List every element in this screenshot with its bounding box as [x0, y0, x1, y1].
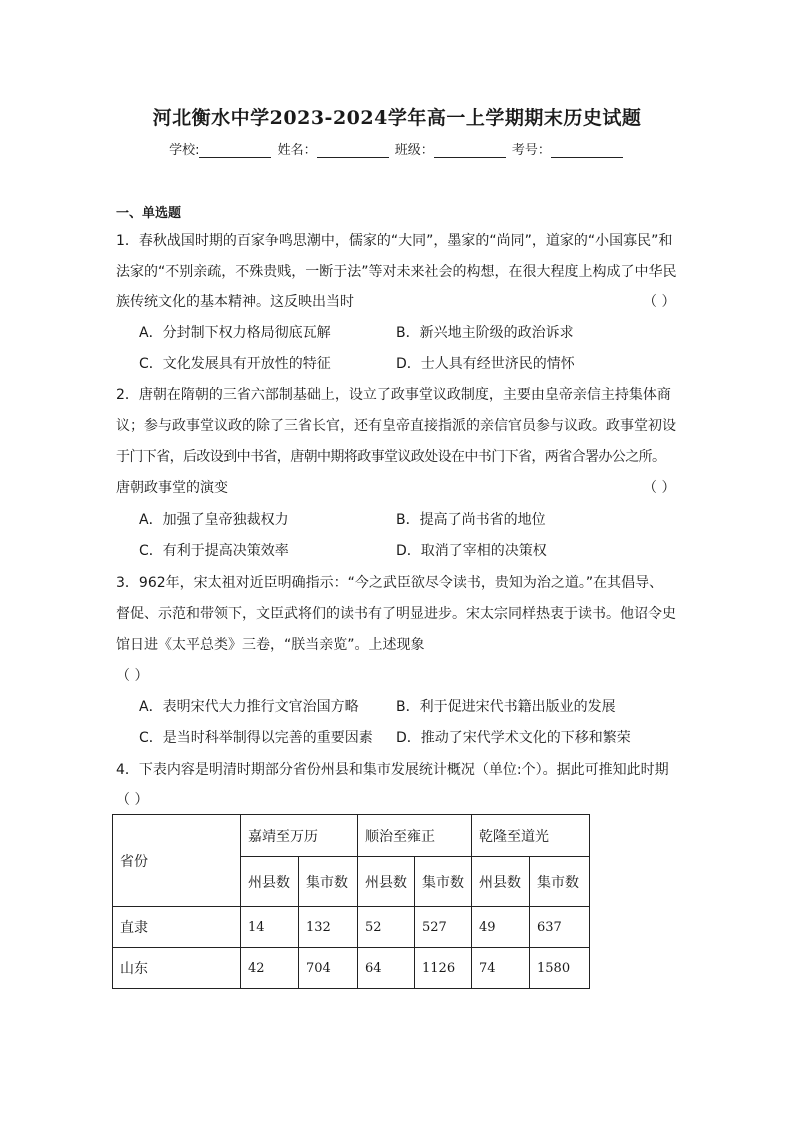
q2-answer-paren: （ ）	[643, 480, 676, 496]
q3-line: 督促、示范和带领下，文臣武将们的读书有了明显进步。宋太宗同样热衷于读书。他诏令史	[116, 606, 676, 622]
table-subheader: 州县数	[358, 857, 415, 907]
name-blank	[317, 143, 389, 158]
exam-title: 河北衡水中学2023-2024学年高一上学期期末历史试题	[152, 107, 642, 129]
table-cell: 74	[472, 948, 530, 989]
table-row	[113, 907, 590, 948]
student-info-row	[0, 139, 794, 158]
q2-option-a: A．加强了皇帝独裁权力	[139, 512, 289, 528]
q3-line: 3．962年，宋太祖对近臣明确指示：“今之武臣欲尽令读书，贵知为治之道。”在其倡导、	[116, 575, 664, 591]
name-label: 姓名：	[277, 143, 317, 158]
table-header-row	[113, 815, 590, 857]
table-cell: 14	[241, 907, 299, 948]
table-subheader: 集市数	[415, 857, 472, 907]
table-cell: 527	[415, 907, 472, 948]
table-subheader: 集市数	[299, 857, 358, 907]
statistics-table	[112, 814, 590, 989]
table-cell: 1126	[415, 948, 472, 989]
table-header-period: 嘉靖至万历	[241, 815, 358, 857]
school-label: 学校:	[169, 143, 200, 158]
table-header-period: 乾隆至道光	[472, 815, 590, 857]
table-cell: 49	[472, 907, 530, 948]
q1-option-b: B．新兴地主阶级的政治诉求	[396, 325, 574, 341]
table-header-province: 省份	[113, 815, 241, 907]
table-cell: 1580	[530, 948, 590, 989]
table-cell: 52	[358, 907, 415, 948]
q3-option-d: D．推动了宋代学术文化的下移和繁荣	[396, 730, 631, 746]
q2-line: 议；参与政事堂议政的除了三省长官，还有皇帝直接指派的亲信官员参与议政。政事堂初设	[116, 418, 676, 434]
q3-option-a: A．表明宋代大力推行文官治国方略	[139, 699, 359, 715]
table-header-period: 顺治至雍正	[358, 815, 472, 857]
table-row	[113, 948, 590, 989]
q3-option-b: B．利于促进宋代书籍出版业的发展	[396, 699, 616, 715]
table-cell: 64	[358, 948, 415, 989]
q3-option-c: C．是当时科举制得以完善的重要因素	[139, 730, 373, 746]
table-cell: 132	[299, 907, 358, 948]
q1-option-a: A．分封制下权力格局彻底瓦解	[139, 325, 331, 341]
q2-option-b: B．提高了尚书省的地位	[396, 512, 546, 528]
table-subheader: 集市数	[530, 857, 590, 907]
school-blank	[199, 143, 271, 158]
q1-line: 族传统文化的基本精神。这反映出当时	[116, 294, 354, 310]
table-cell-province: 直隶	[113, 907, 241, 948]
exam-no-blank	[551, 143, 623, 158]
table-cell: 637	[530, 907, 590, 948]
q1-line: 法家的“不别亲疏，不殊贵贱，一断于法”等对未来社会的构想，在很大程度上构成了中华民	[116, 264, 677, 280]
q2-option-d: D．取消了宰相的决策权	[396, 543, 547, 559]
q3-answer-paren: （ ）	[116, 668, 149, 684]
q3-line: 馆日进《太平总类》三卷，“朕当亲览”。上述现象	[116, 637, 425, 653]
q2-option-c: C．有利于提高决策效率	[139, 543, 289, 559]
q4-answer-paren: （ ）	[116, 792, 149, 808]
q4-line: 4．下表内容是明清时期部分省份州县和集市发展统计概况（单位:个）。据此可推知此时期	[116, 762, 669, 778]
section-heading: 一、单选题	[116, 206, 182, 221]
q2-line: 于门下省，后改设到中书省，唐朝中期将政事堂议政处设在中书门下省，两省合署办公之所。	[116, 449, 666, 465]
q1-option-c: C．文化发展具有开放性的特征	[139, 356, 331, 372]
table-subheader: 州县数	[241, 857, 299, 907]
table-cell-province: 山东	[113, 948, 241, 989]
q1-option-d: D．士人具有经世济民的情怀	[396, 356, 575, 372]
class-label: 班级：	[394, 143, 434, 158]
table-cell: 42	[241, 948, 299, 989]
q2-line: 唐朝政事堂的演变	[116, 480, 228, 496]
q1-line: 1．春秋战国时期的百家争鸣思潮中，儒家的“大同”，墨家的“尚同”，道家的“小国寡民”和	[116, 233, 673, 249]
q1-answer-paren: （ ）	[643, 294, 676, 310]
exam-no-label: 考号：	[511, 143, 551, 158]
class-blank	[434, 143, 506, 158]
table-cell: 704	[299, 948, 358, 989]
table-subheader: 州县数	[472, 857, 530, 907]
q2-line: 2．唐朝在隋朝的三省六部制基础上，设立了政事堂议政制度，主要由皇帝亲信主持集体商	[116, 387, 671, 403]
